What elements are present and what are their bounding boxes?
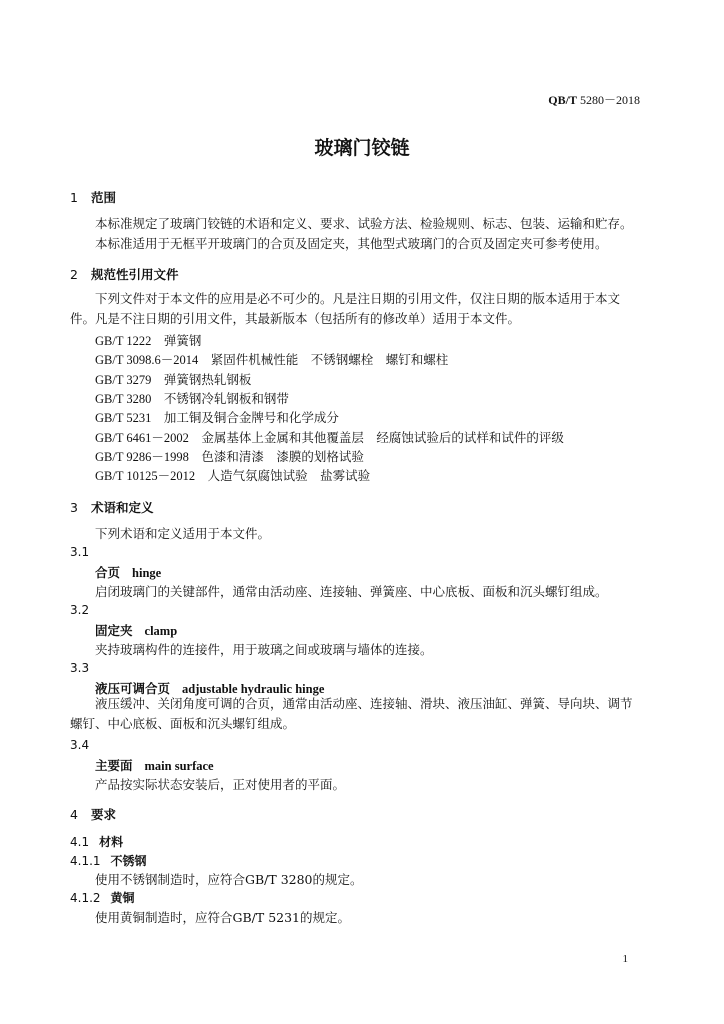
reference-item: [95, 408, 339, 426]
subsection-4-1-heading: [70, 833, 123, 850]
reference-code: GB/T 9286－1998: [95, 450, 189, 464]
term-chinese: 主要面: [95, 758, 133, 773]
term-number: 3.3: [70, 661, 90, 675]
section-4-heading: [70, 805, 116, 823]
section-title: 范围: [91, 190, 117, 205]
reference-item: [95, 331, 201, 349]
standard-number: 5280－2018: [579, 93, 640, 107]
subsection-number: 4.1.2: [70, 891, 101, 905]
subsection-4-1-2-heading: [70, 889, 135, 906]
section-1-heading: [70, 188, 116, 206]
section-number: 2: [70, 267, 78, 282]
subsection-title: 不锈钢: [110, 854, 147, 868]
subsection-number: 4.1.1: [70, 854, 101, 868]
reference-code: GB/T 1222: [95, 334, 152, 348]
reference-name: 弹簧钢热轧钢板: [163, 372, 252, 387]
reference-item: [95, 370, 251, 388]
section-2-heading: [70, 265, 179, 283]
reference-code: GB/T 5231: [95, 411, 152, 425]
reference-item: [95, 428, 564, 446]
reference-item: [95, 350, 448, 368]
reference-code: GB/T 6461－2002: [95, 431, 189, 445]
term-english: clamp: [144, 624, 178, 638]
reference-name: 不锈钢冷轧钢板和钢带: [163, 391, 289, 406]
reference-name: 加工铜及铜合金牌号和化学成分: [163, 410, 339, 425]
reference-item: [95, 447, 364, 465]
term-number: 3.1: [70, 545, 90, 559]
term-chinese: 合页: [95, 565, 121, 580]
subsection-4-1-1-heading: [70, 852, 147, 869]
reference-code: GB/T 3279: [95, 373, 152, 387]
reference-name: 人造气氛腐蚀试验 盐雾试验: [207, 468, 371, 483]
section-title: 规范性引用文件: [91, 267, 179, 282]
page-title: 玻璃门铰链: [314, 137, 410, 159]
reference-code: GB/T 3098.6－2014: [95, 353, 199, 367]
brass-requirement: 使用黄铜制造时，应符合GB/T 5231的规定。: [95, 910, 351, 925]
term-definition: 启闭玻璃门的关键部件，通常由活动座、连接轴、弹簧座、中心底板、面板和沉头螺钉组成。: [95, 584, 608, 599]
section-title: 术语和定义: [91, 500, 154, 515]
page-number: 1: [622, 953, 628, 965]
term-definition: 夹持玻璃构件的连接件，用于玻璃之间或玻璃与墙体的连接。: [95, 642, 433, 657]
term-number: 3.4: [70, 738, 90, 752]
term-english: hinge: [132, 566, 162, 580]
subsection-title: 黄铜: [110, 891, 135, 905]
section-title: 要求: [91, 807, 117, 822]
term-definition: 液压缓冲、关闭角度可调的合页，通常由活动座、连接轴、滑块、液压油缸、弹簧、导向块、调节螺钉、中心底板、面板和沉头螺钉组成。: [70, 696, 633, 731]
term-heading: [95, 563, 161, 581]
standard-code: [548, 91, 640, 108]
reference-item: [95, 389, 289, 407]
reference-name: 色漆和清漆 漆膜的划格试验: [201, 449, 364, 464]
subsection-number: 4.1: [70, 835, 90, 849]
reference-code: GB/T 3280: [95, 392, 152, 406]
scope-paragraph-1: 本标准规定了玻璃门铰链的术语和定义、要求、试验方法、检验规则、标志、包装、运输和贮存。: [95, 216, 633, 231]
reference-code: GB/T 10125－2012: [95, 469, 196, 483]
section-number: 3: [70, 500, 78, 515]
subsection-title: 材料: [99, 835, 124, 849]
term-chinese: 固定夹: [95, 623, 133, 638]
term-english: main surface: [144, 759, 214, 773]
term-number: 3.2: [70, 603, 90, 617]
reference-item: [95, 466, 370, 484]
reference-name: 金属基体上金属和其他覆盖层 经腐蚀试验后的试样和试件的评级: [201, 430, 564, 445]
references-intro: 下列文件对于本文件的应用是必不可少的。凡是注日期的引用文件，仅注日期的版本适用于本文件。凡是不注日期的引用文件，其最新版本（包括所有的修改单）适用于本文件。: [70, 291, 621, 326]
section-number: 1: [70, 190, 78, 205]
standard-prefix: QB/T: [548, 93, 577, 107]
term-heading: [95, 621, 177, 639]
stainless-steel-requirement: 使用不锈钢制造时，应符合GB/T 3280的规定。: [95, 872, 363, 887]
term-definition: 产品按实际状态安装后，正对使用者的平面。: [95, 777, 346, 792]
term-chinese: 液压可调合页: [95, 681, 171, 696]
section-3-heading: [70, 498, 154, 516]
reference-name: 弹簧钢: [163, 333, 202, 348]
scope-paragraph-2: 本标准适用于无框平开玻璃门的合页及固定夹，其他型式玻璃门的合页及固定夹可参考使用。: [95, 236, 608, 251]
section-number: 4: [70, 807, 78, 822]
term-heading: [95, 756, 214, 774]
reference-name: 紧固件机械性能 不锈钢螺栓 螺钉和螺柱: [210, 352, 449, 367]
terms-intro: 下列术语和定义适用于本文件。: [95, 526, 271, 541]
term-english: adjustable hydraulic hinge: [182, 682, 325, 696]
